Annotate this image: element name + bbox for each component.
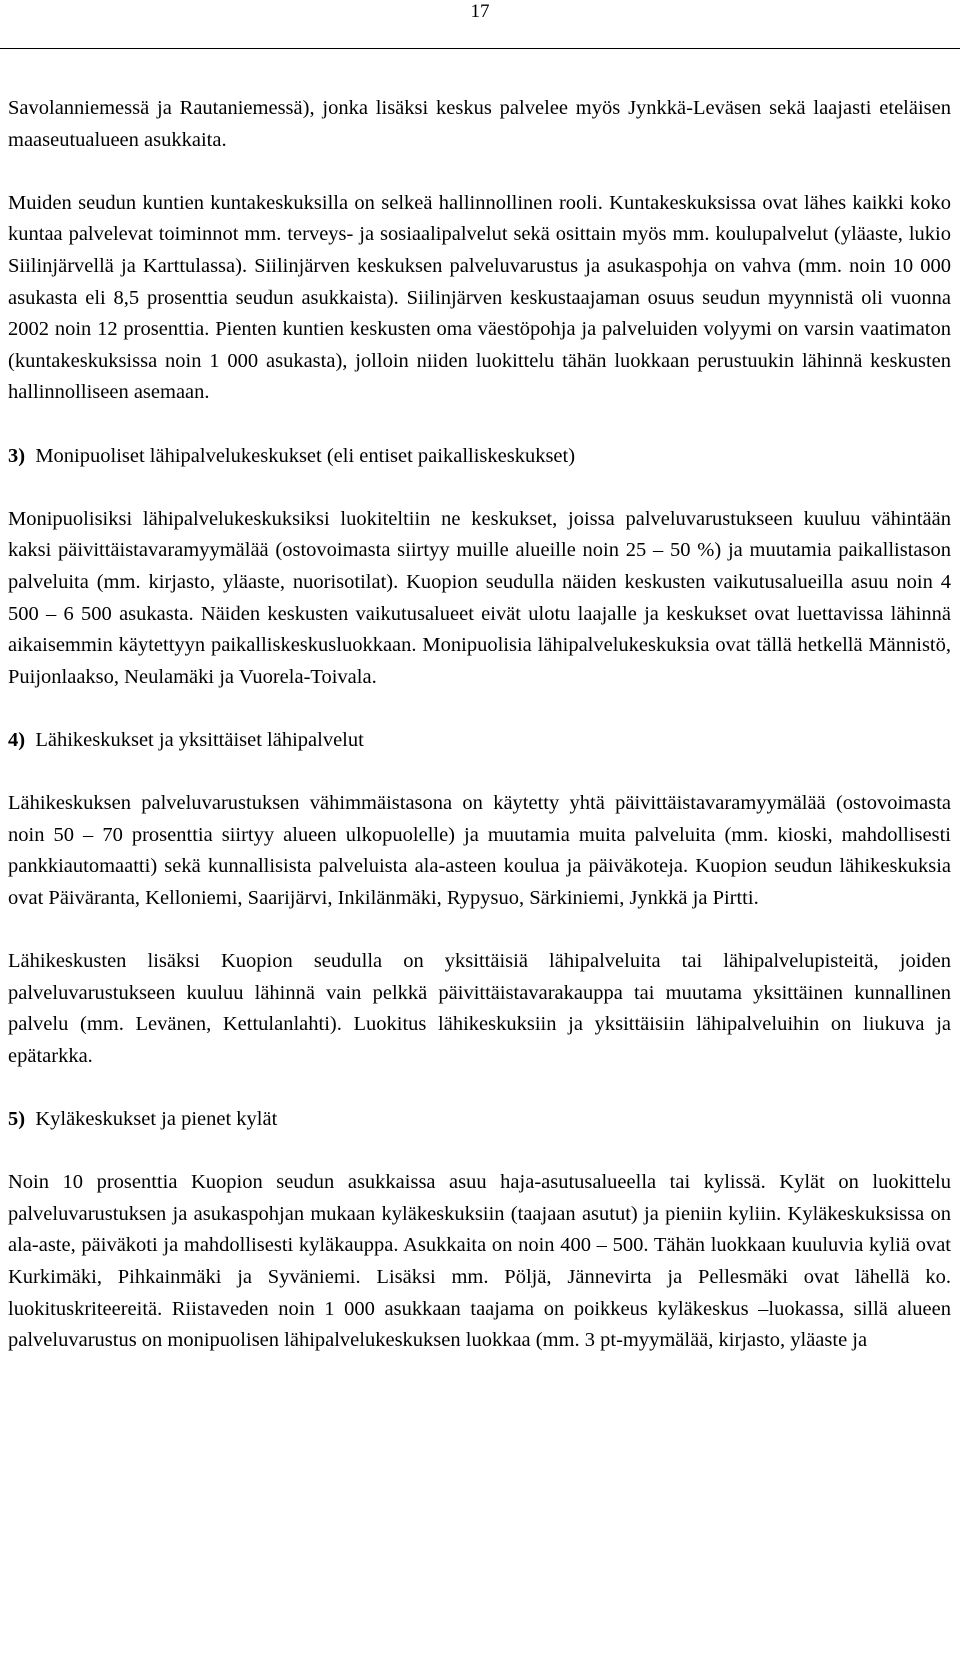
document-body (8, 93, 951, 1357)
paragraph-3: Monipuolisiksi lähipalvelukeskuksiksi luokiteltiin ne keskukset, joissa palveluvarustukseen kuuluu vähintään kaksi päivittäistavaramyymälää (ostovoimasta siirtyy muille alueille noin 25 – 50 %) ja muutamia paikallistason palveluita (mm. kirjasto, yläaste, nuorisotilat). Kuopion seudulla näiden keskusten vaikutusalueilla asuu noin 4 500 – 6 500 asukasta. Näiden keskusten vaikutusalueet eivät ulotu laajalle ja keskukset ovat luettavissa lähinnä aikaisemmin käytettyyn paikalliskeskusluokkaan. Monipuolisia lähipalvelukeskuksia ovat tällä hetkellä Männistö, Puijonlaakso, Neulamäki ja Vuorela-Toivala. (8, 507, 951, 688)
section-title: Monipuoliset lähipalvelukeskukset (eli entiset paikalliskeskukset) (35, 444, 576, 467)
paragraph-1: Savolanniemessä ja Rautaniemessä), jonka lisäksi keskus palvelee myös Jynkkä-Leväsen sekä laajasti eteläisen maaseutualueen asukkaita. (8, 97, 951, 151)
section-title: Kyläkeskukset ja pienet kylät (35, 1108, 278, 1130)
section-heading-3 (8, 441, 951, 473)
section-number: 5) (8, 1108, 26, 1130)
section-number: 3) (8, 444, 26, 467)
section-heading-5 (8, 1104, 951, 1136)
paragraph-5: Lähikeskusten lisäksi Kuopion seudulla on yksittäisiä lähipalveluita tai lähipalvelupisteitä, joiden palveluvarustukseen kuuluu lähinnä vain pelkkä päivittäistavarakauppa tai muutama yksittäinen kunnallinen palvelu (mm. Levänen, Kettulanlahti). Luokitus lähikeskuksiin ja yksittäisiin lähipalveluihin on liukuva ja epätarkka. (8, 950, 951, 1067)
section-title: Lähikeskukset ja yksittäiset lähipalvelut (35, 728, 364, 751)
paragraph-6: Noin 10 prosenttia Kuopion seudun asukkaissa asuu haja-asutusalueella tai kylissä. Kylät on luokittelu palveluvarustuksen ja asukaspohjan mukaan kyläkeskuksiin (taajaan asutut) ja pieniin kyliin. Kyläkeskuksissa on ala-aste, päiväkoti ja mahdollisesti kyläkauppa. Asukkaita on noin 400 – 500. Tähän luokkaan kuuluvia kyliä ovat Kurkimäki, Pihkainmäki ja Syväniemi. Lisäksi mm. Pöljä, Jännevirta ja Pellesmäki ovat lähellä ko. luokituskriteereitä. Riistaveden noin 1 000 asukkaan taajama on poikkeus kyläkeskus –luokassa, sillä alueen palveluvarustus on monipuolisen lähipalvelukeskuksen luokkaa (mm. 3 pt-myymälää, kirjasto, yläaste ja (8, 1171, 951, 1352)
paragraph-4: Lähikeskuksen palveluvarustuksen vähimmäistasona on käytetty yhtä päivittäistavaramyymälää (ostovoimasta noin 50 – 70 prosenttia siirtyy alueen ulkopuolelle) ja muutamia muita palveluita (mm. kioski, mahdollisesti pankkiautomaatti) sekä kunnallisista palveluista ala-asteen koulua ja päiväkoteja. Kuopion seudun lähikeskuksia ovat Päiväranta, Kelloniemi, Saarijärvi, Inkilänmäki, Rypysuo, Särkiniemi, Jynkkä ja Pirtti. (8, 792, 951, 909)
section-number: 4) (8, 728, 26, 751)
page-number: 17 (470, 1, 490, 22)
paragraph-2: Muiden seudun kuntien kuntakeskuksilla on selkeä hallinnollinen rooli. Kuntakeskuksissa ovat lähes kaikki koko kuntaa palvelevat toiminnot mm. terveys- ja sosiaalipalvelut sekä osittain myös mm. koulupalvelut (yläaste, lukio Siilinjärvellä ja Karttulassa). Siilinjärven keskuksen palveluvarustus ja asukaspohja on vahva (mm. noin 10 000 asukasta eli 8,5 prosenttia seudun asukkaista). Siilinjärven keskustaajaman osuus seudun myynnistä oli vuonna 2002 noin 12 prosenttia. Pienten kuntien keskusten oma väestöpohja ja palveluiden volyymi on varsin vaatimaton (kuntakeskuksissa noin 1 000 asukasta), jolloin niiden luokittelu tähän luokkaan perustuukin lähinnä keskusten hallinnolliseen asemaan. (8, 191, 951, 404)
header-rule (0, 48, 960, 49)
section-heading-4 (8, 725, 951, 757)
